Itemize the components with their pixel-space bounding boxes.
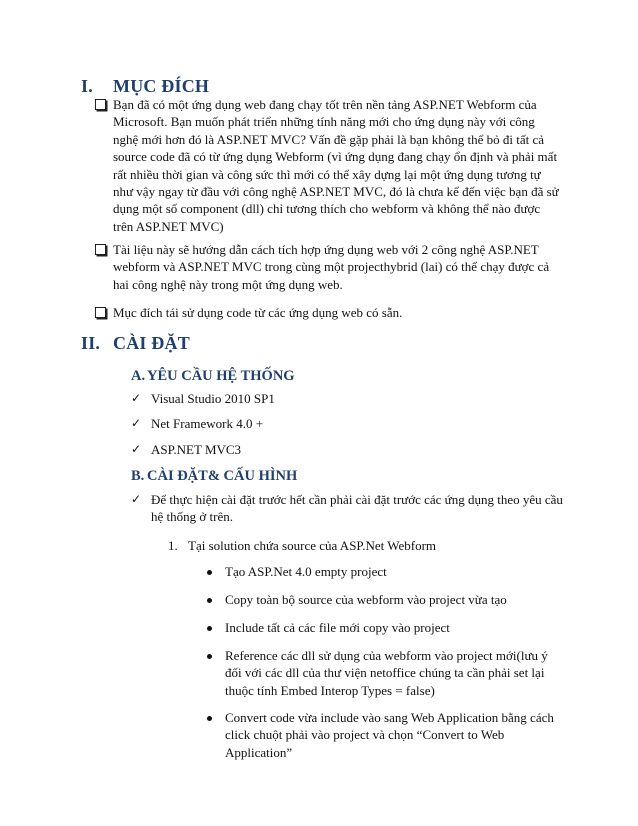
step-bullet <box>207 619 567 637</box>
subsection-b-heading <box>131 468 431 488</box>
section-1-paragraph <box>95 96 575 236</box>
install-note-text: Để thực hiện cài đặt trước hết cần phải cài đặt trước các ứng dụng theo yêu cầu hệ thống ở trên. <box>151 492 563 525</box>
bullet-text: Reference các dll sử dụng của webform vào project mới(lưu ý đối với các dll của thư viện netoffice chúng ta cần phải set lại thuộc tính Embed Interop Types = false) <box>225 648 548 698</box>
check-icon: ✓ <box>131 442 142 456</box>
bullet-text: Convert code vừa include vào sang Web Application bằng cách click chuột phải vào project và chọn “Convert to Web Application” <box>225 710 554 760</box>
step-bullet <box>207 563 567 581</box>
section-1-paragraph <box>95 241 575 297</box>
bullet-text: Copy toàn bộ source của webform vào project vừa tạo <box>225 592 507 607</box>
requirement-text: ASP.NET MVC3 <box>151 442 242 457</box>
section-1-title: MỤC ĐÍCH <box>113 76 210 96</box>
check-icon: ✓ <box>131 416 142 430</box>
step-text: Tại solution chứa source của ASP.Net Webform <box>188 538 437 553</box>
section-2-title: CÀI ĐẶT <box>113 333 190 353</box>
bullet-icon <box>207 654 212 659</box>
requirement-item <box>131 415 531 433</box>
checkbox-bullet-icon <box>95 99 106 110</box>
step-item <box>168 537 548 555</box>
step-bullet <box>207 709 567 760</box>
requirement-text: Visual Studio 2010 SP1 <box>151 391 275 406</box>
section-2-number: II. <box>81 333 101 353</box>
subsection-a-title: YÊU CẦU HỆ THỐNG <box>147 368 295 384</box>
subsection-b-title: CÀI ĐẶT& CẤU HÌNH <box>147 468 298 484</box>
bullet-icon <box>207 570 212 575</box>
requirement-text: Net Framework 4.0 + <box>151 416 264 431</box>
check-icon: ✓ <box>131 492 142 506</box>
paragraph-text: Mục đích tái sử dụng code từ các ứng dụng web có sẵn. <box>113 305 403 320</box>
step-bullet <box>207 647 567 701</box>
subsection-b-letter: B. <box>131 468 145 484</box>
bullet-text: Include tất cả các file mới copy vào project <box>225 620 450 635</box>
requirement-item <box>131 441 531 459</box>
section-1-paragraph <box>95 304 575 324</box>
requirement-item <box>131 390 531 408</box>
step-number: 1. <box>168 538 178 553</box>
subsection-a-heading <box>131 368 431 388</box>
check-icon: ✓ <box>131 391 142 405</box>
subsection-a-letter: A. <box>131 368 146 384</box>
section-1-number: I. <box>81 76 93 96</box>
bullet-icon <box>207 598 212 603</box>
bullet-icon <box>207 716 212 721</box>
install-note <box>131 491 571 527</box>
checkbox-bullet-icon <box>95 307 106 318</box>
section-2-heading <box>81 333 381 357</box>
bullet-text: Tạo ASP.Net 4.0 empty project <box>225 564 387 579</box>
paragraph-text: Bạn đã có một ứng dụng web đang chạy tốt trên nền tảng ASP.NET Webform của Microsoft. Bạn muốn phát triển những tính năng mới cho ứng dụng này với công nghệ mới hơn đó là ASP.NET MVC? Vấn đề gặp phải là bạn không thể bỏ đi tất cả source code đã có từ ứng dụng Webform (vì ứng dụng đang chạy ổn định và phải mất rất nhiều thời gian và công sức thì mới có thể xây dựng lại một ứng dụng tương tự như vậy ngay từ đầu với công nghệ ASP.NET MVC, đó là chưa kể đến việc bạn đã sử dụng một số component (dll) chỉ tương thích cho webform và không thể nào được trên ASP.NET MVC) <box>113 97 559 234</box>
checkbox-bullet-icon <box>95 244 106 255</box>
paragraph-text: Tài liệu này sẽ hướng dẫn cách tích hợp ứng dụng web với 2 công nghệ ASP.NET webform và ASP.NET MVC trong cùng một projecthybrid (lai) có thể chạy được cả hai công nghệ này trong một ứng dụng web. <box>113 242 550 292</box>
bullet-icon <box>207 626 212 631</box>
step-bullet <box>207 591 567 609</box>
